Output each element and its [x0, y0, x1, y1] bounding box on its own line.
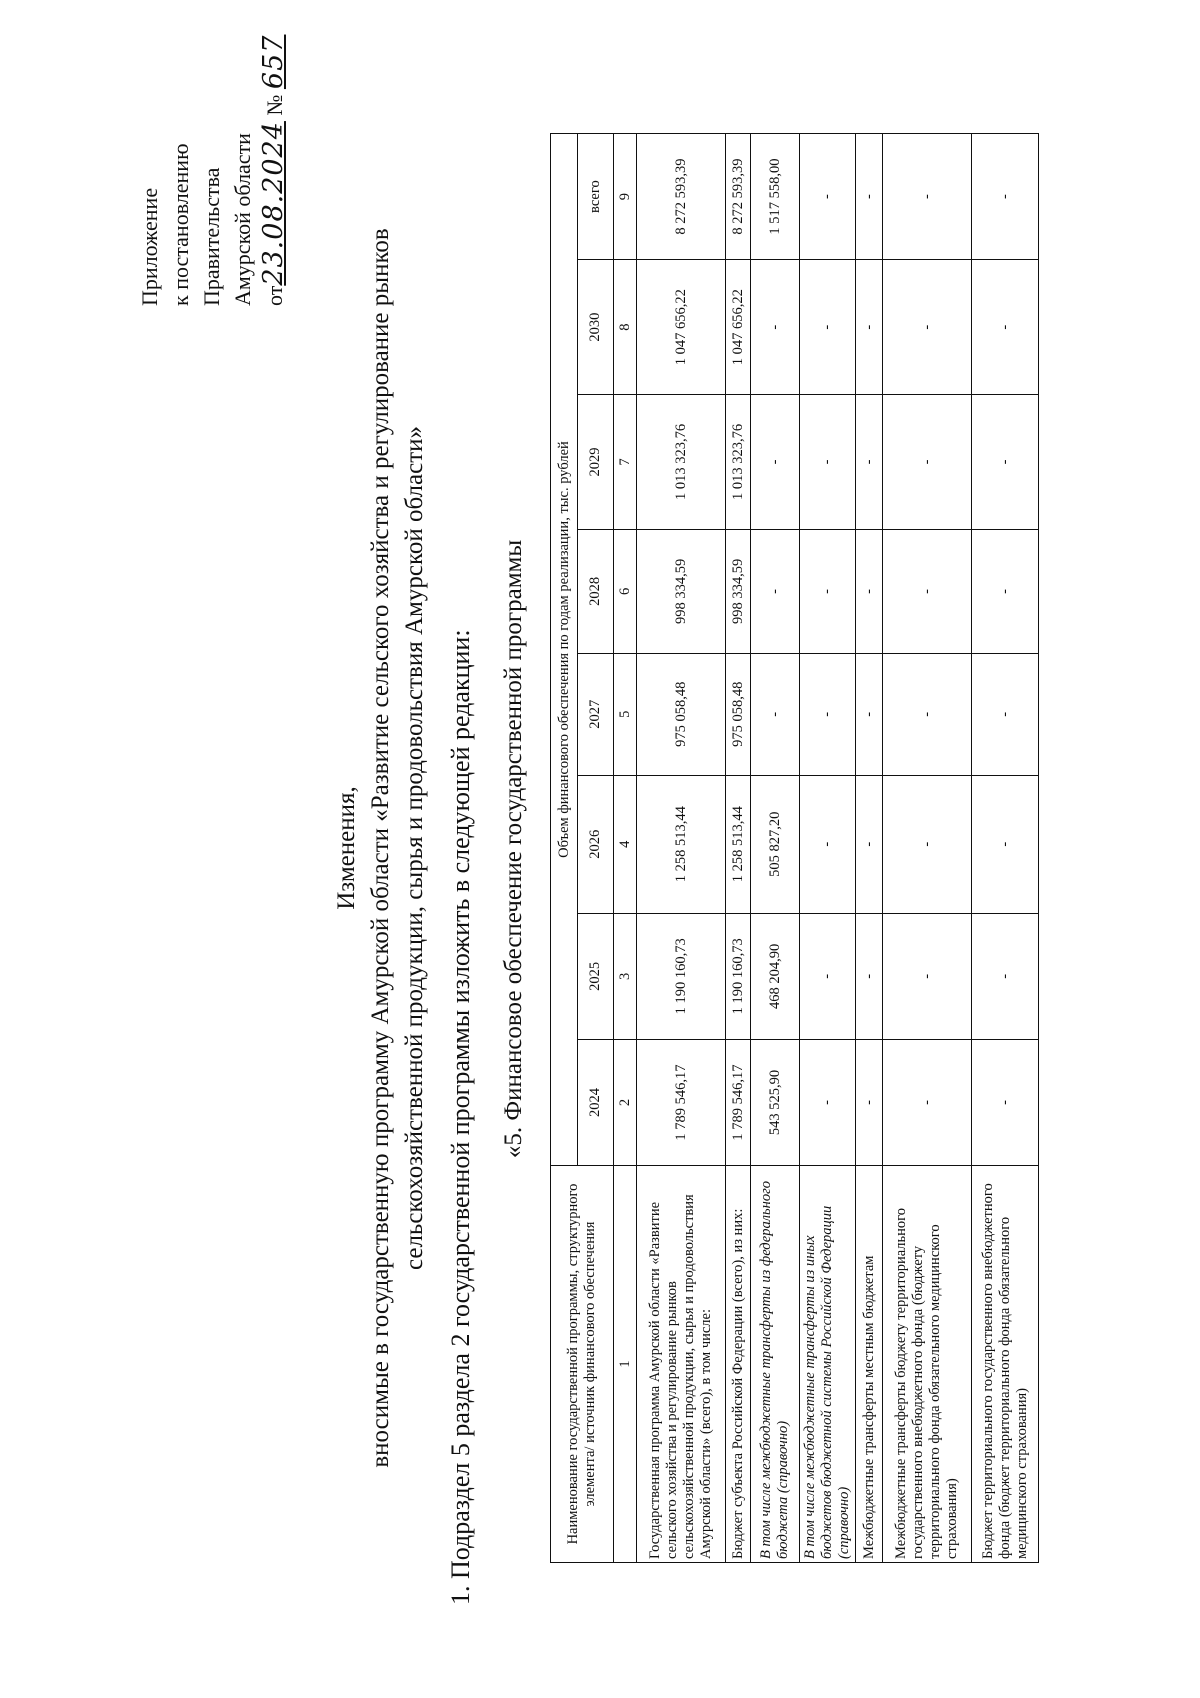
table-row-program-total	[637, 134, 726, 1563]
column-number-cell: 2	[614, 1039, 637, 1165]
value-cell: 1 258 513,44	[726, 775, 751, 913]
date-prefix: от	[262, 285, 287, 306]
value-cell: 975 058,48	[726, 653, 751, 775]
value-cell: -	[856, 653, 883, 775]
value-cell: 975 058,48	[637, 653, 726, 775]
value-cell: -	[883, 134, 972, 260]
value-cell: -	[751, 395, 800, 530]
value-cell: -	[800, 529, 856, 653]
title-line-3: сельскохозяйственной продукции, сырья и продовольствия Амурской области»	[401, 425, 428, 1271]
column-number-cell: 1	[614, 1166, 637, 1563]
row-name-cell: Бюджет субъекта Российской Федерации (всего), из них:	[726, 1166, 751, 1563]
value-cell: -	[856, 260, 883, 395]
paragraph-one: 1. Подраздел 5 раздела 2 государственной программы изложить в следующей редакции:	[446, 629, 475, 1605]
value-cell: -	[751, 529, 800, 653]
header-year-cell: 2027	[578, 653, 614, 775]
value-cell: 1 258 513,44	[637, 775, 726, 913]
value-cell: -	[883, 913, 972, 1039]
section-title: «5. Финансовое обеспечение государственной программы	[500, 539, 527, 1159]
header-year-cell: 2026	[578, 775, 614, 913]
table-header-row-1	[551, 134, 578, 1563]
value-cell: 505 827,20	[751, 775, 800, 913]
value-cell: 998 334,59	[637, 529, 726, 653]
column-number-row	[614, 134, 637, 1563]
value-cell: -	[751, 653, 800, 775]
header-year-cell: 2024	[578, 1039, 614, 1165]
header-year-cell: 2029	[578, 395, 614, 530]
value-cell: -	[972, 913, 1039, 1039]
value-cell: -	[972, 1039, 1039, 1165]
appendix-line-3: Амурской области	[230, 133, 255, 306]
table-row-regional-budget	[726, 134, 751, 1563]
value-cell: -	[800, 913, 856, 1039]
value-cell: -	[972, 395, 1039, 530]
financing-table	[550, 133, 1039, 1563]
value-cell: 998 334,59	[726, 529, 751, 653]
column-number-cell: 7	[614, 395, 637, 530]
number-prefix: №	[262, 94, 287, 116]
header-total-cell: всего	[578, 134, 614, 260]
value-cell: 1 789 546,17	[726, 1039, 751, 1165]
value-cell: 8 272 593,39	[637, 134, 726, 260]
value-cell: -	[800, 653, 856, 775]
row-name-cell: В том числе межбюджетные трансферты из федерального бюджета (справочно)	[751, 1166, 800, 1563]
value-cell: 1 047 656,22	[637, 260, 726, 395]
value-cell: -	[883, 395, 972, 530]
value-cell: 1 190 160,73	[726, 913, 751, 1039]
value-cell: -	[883, 529, 972, 653]
handwritten-number: 657	[258, 34, 289, 90]
table-row-fund-transfers	[883, 134, 972, 1563]
row-name-cell: В том числе межбюджетные трансферты из иных бюджетов бюджетной системы Российской Федерации (справочно)	[800, 1166, 856, 1563]
value-cell: -	[972, 653, 1039, 775]
table-row-fund-budget	[972, 134, 1039, 1563]
row-name-cell: Бюджет территориального государственного внебюджетного фонда (бюджет территориального фонда обязательного медицинского страхования)	[972, 1166, 1039, 1563]
value-cell: 1 789 546,17	[637, 1039, 726, 1165]
value-cell: 468 204,90	[751, 913, 800, 1039]
column-number-cell: 3	[614, 913, 637, 1039]
value-cell: -	[972, 529, 1039, 653]
value-cell: -	[883, 260, 972, 395]
value-cell: -	[883, 653, 972, 775]
value-cell: -	[856, 134, 883, 260]
value-cell: -	[972, 775, 1039, 913]
value-cell: 1 013 323,76	[726, 395, 751, 530]
column-number-cell: 8	[614, 260, 637, 395]
appendix-line-2: к постановлению Правительства	[168, 143, 224, 306]
value-cell: 1 047 656,22	[726, 260, 751, 395]
value-cell: -	[856, 913, 883, 1039]
value-cell: -	[800, 395, 856, 530]
title-line-2: вносимые в государственную программу Амурской области «Развитие сельского хозяйства и регулирование рынков	[367, 228, 394, 1468]
value-cell: 1 013 323,76	[637, 395, 726, 530]
value-cell: -	[856, 1039, 883, 1165]
header-name-cell: Наименование государственной программы, структурного элемента/ источник финансового обеспечения	[551, 1166, 614, 1563]
value-cell: -	[856, 529, 883, 653]
column-number-cell: 9	[614, 134, 637, 260]
row-name-cell: Государственная программа Амурской области «Развитие сельского хозяйства и регулирование рынков сельскохозяйственной продукции, сырья и продовольствия Амурской области» (всего), в том числе:	[637, 1166, 726, 1563]
header-year-cell: 2028	[578, 529, 614, 653]
appendix-line-1: Приложение	[137, 187, 162, 306]
title-line-1: Изменения,	[333, 786, 360, 910]
value-cell: -	[883, 1039, 972, 1165]
value-cell: -	[883, 775, 972, 913]
value-cell: 543 525,90	[751, 1039, 800, 1165]
value-cell: -	[800, 260, 856, 395]
column-number-cell: 5	[614, 653, 637, 775]
value-cell: 8 272 593,39	[726, 134, 751, 260]
handwritten-date: 23.08.2024	[258, 121, 289, 286]
value-cell: -	[972, 134, 1039, 260]
table-row-local-transfers	[856, 134, 883, 1563]
value-cell: -	[751, 260, 800, 395]
appendix-block	[134, 6, 290, 306]
column-number-cell: 6	[614, 529, 637, 653]
value-cell: -	[856, 775, 883, 913]
value-cell: -	[800, 775, 856, 913]
value-cell: -	[800, 134, 856, 260]
document-title	[330, 118, 432, 1578]
header-year-cell: 2030	[578, 260, 614, 395]
value-cell: -	[972, 260, 1039, 395]
row-name-cell: Межбюджетные трансферты местным бюджетам	[856, 1166, 883, 1563]
value-cell: -	[856, 395, 883, 530]
appendix-date-line	[258, 6, 290, 306]
row-name-cell: Межбюджетные трансферты бюджету территориального государственного внебюджетного фонда (бюджету территориального фонда обязательного медицинского страхования)	[883, 1166, 972, 1563]
header-year-cell: 2025	[578, 913, 614, 1039]
table-row-federal-transfers	[751, 134, 800, 1563]
header-group-cell: Объем финансового обеспечения по годам реализации, тыс. рублей	[551, 134, 578, 1166]
value-cell: 1 517 558,00	[751, 134, 800, 260]
value-cell: 1 190 160,73	[637, 913, 726, 1039]
column-number-cell: 4	[614, 775, 637, 913]
table-row-other-transfers	[800, 134, 856, 1563]
value-cell: -	[800, 1039, 856, 1165]
